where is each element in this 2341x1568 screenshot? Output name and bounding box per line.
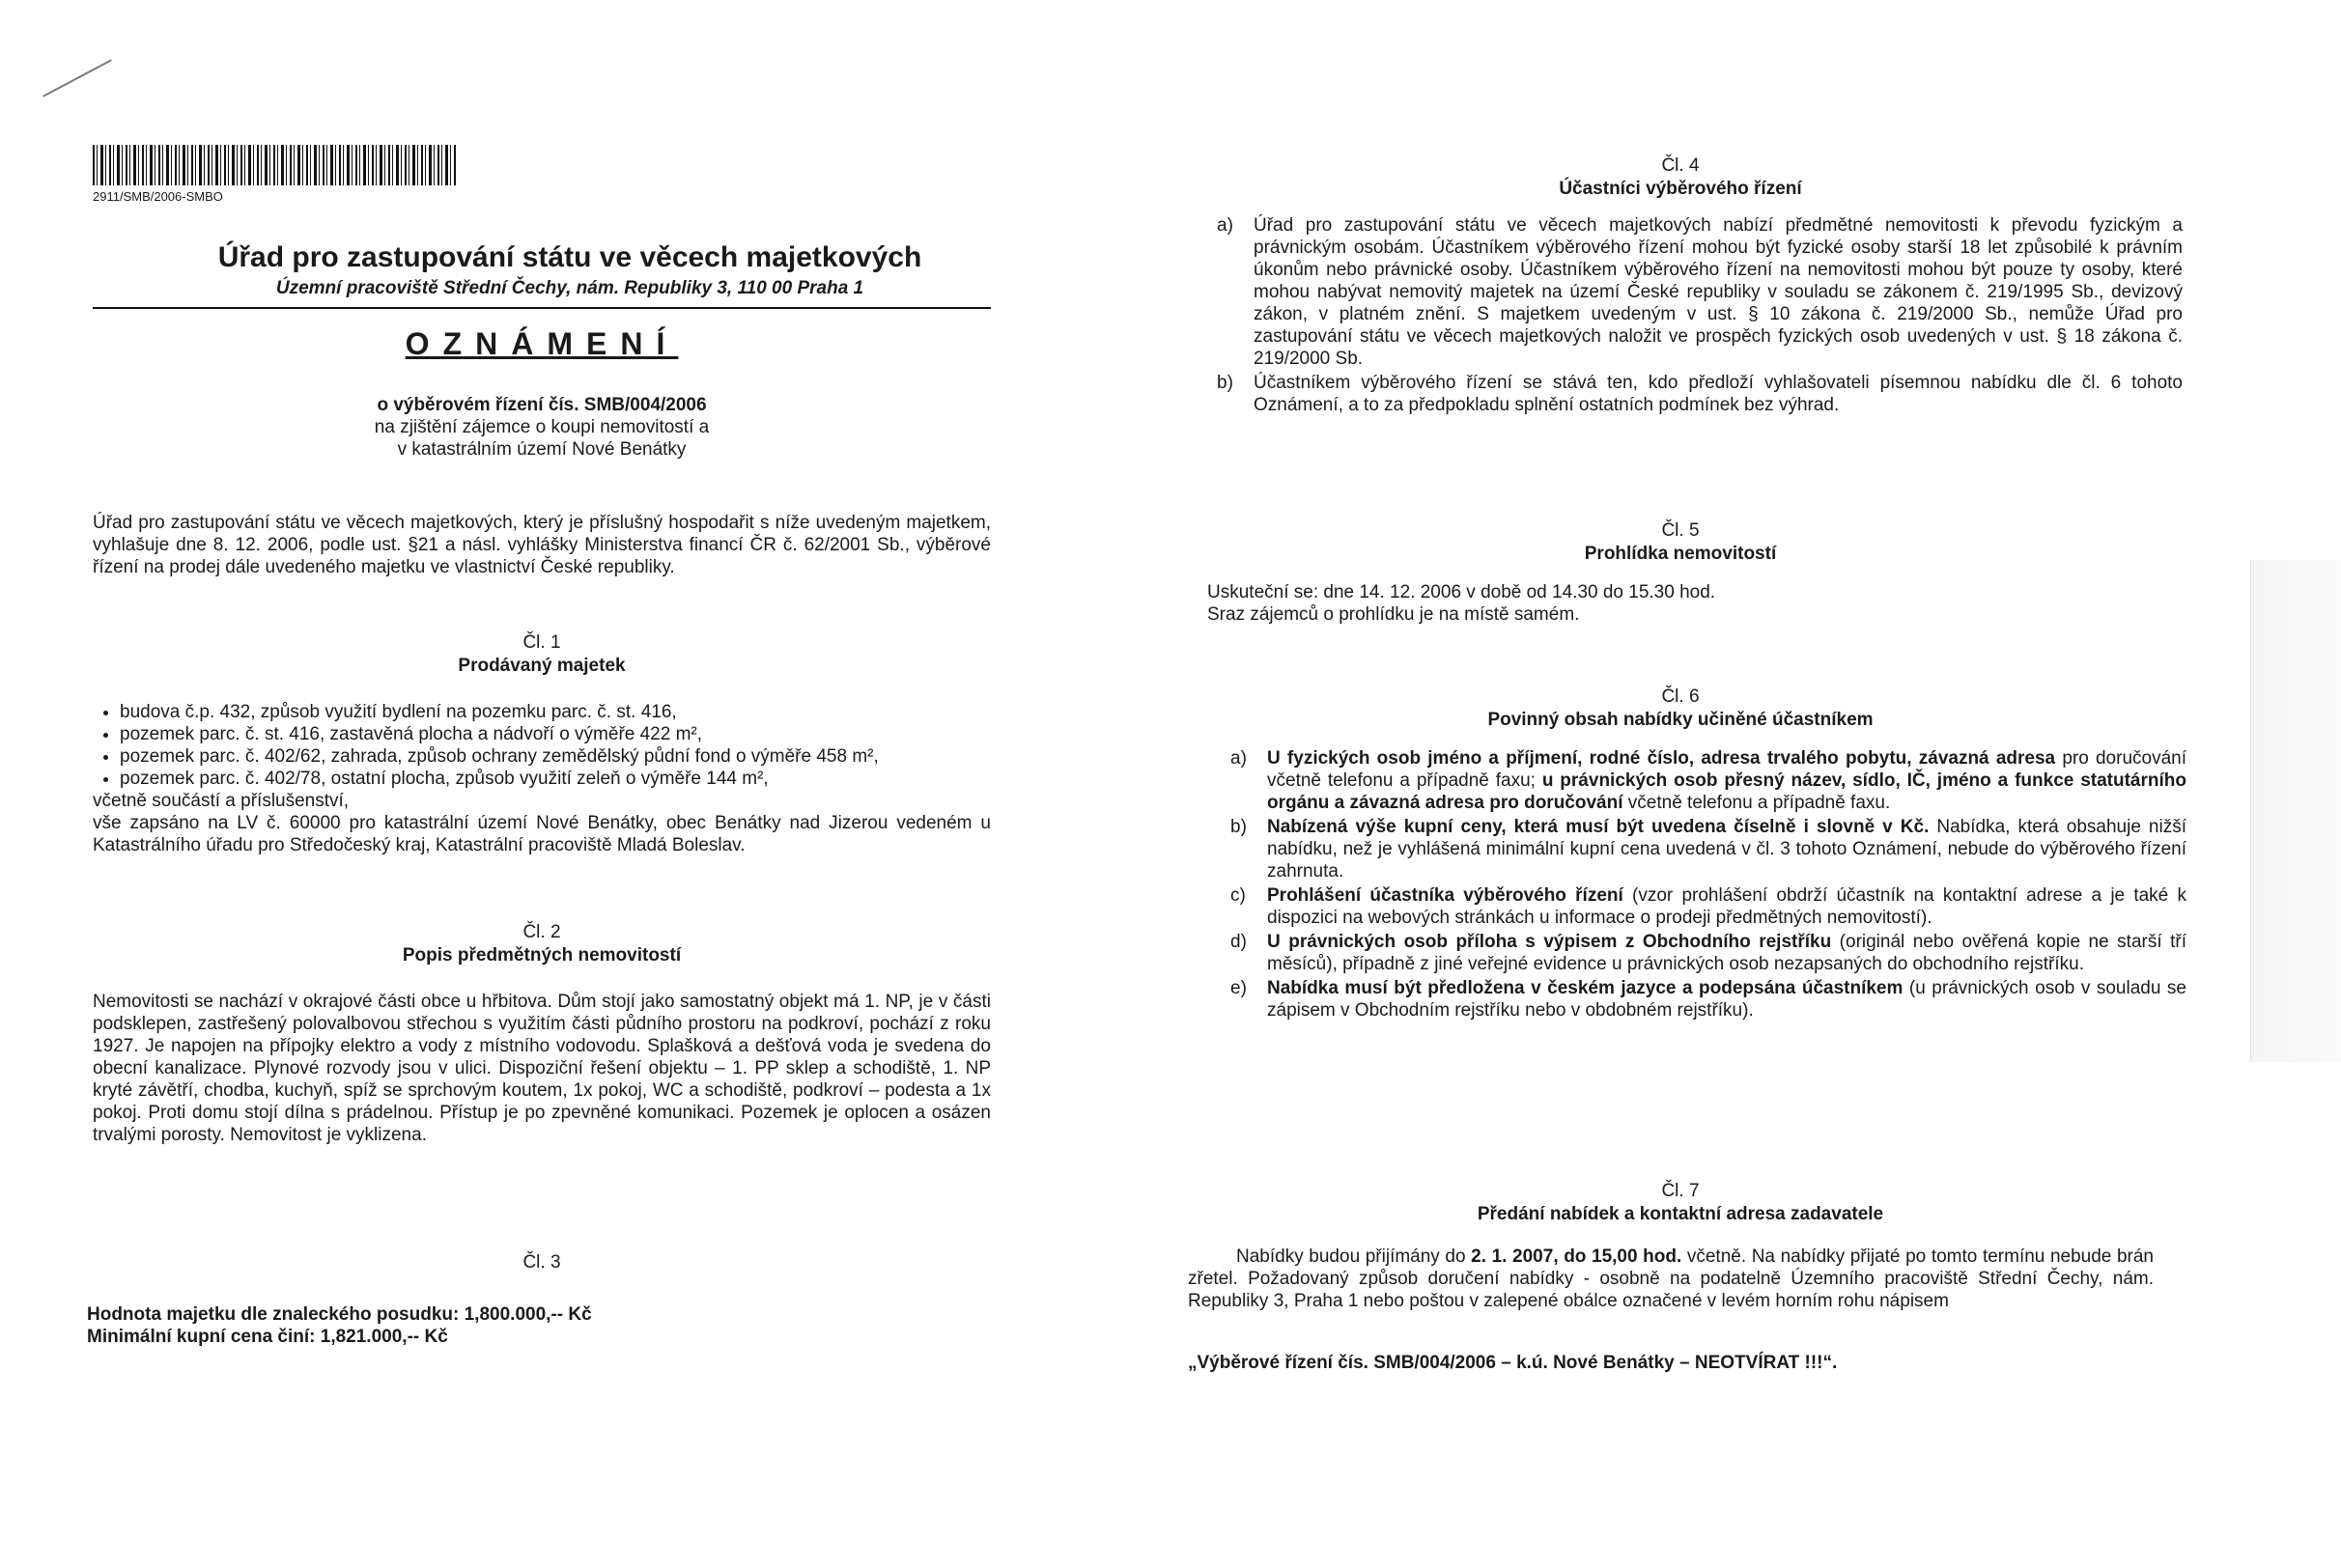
cl1-header (93, 631, 991, 678)
cl6-header (1207, 686, 2154, 732)
list-item: • pozemek parc. č. st. 416, zastavěná plocha a nádvoří o výměře 422 m², (120, 723, 991, 745)
barcode (93, 145, 456, 185)
item-label: a) (1230, 748, 1247, 769)
scan-edge (2250, 560, 2341, 1062)
plain-text: (vzor prohlášení obdrží účastník na kontaktní adrese a je také k dispozici na webových stránkách u informace o prodeji předmětných nemovitostí). (1267, 885, 2186, 928)
cl2-description: Nemovitosti se nachází v okrajové části obce u hřbitova. Dům stojí jako samostatný objekt má 1. NP, je v části podsklepen, zastřešený polovalbovou střechou s využitím části půdního prostoru na podkroví, pochází z roku 1927. Je napojen na přípojky elektro a vody z místního vodovodu. Splašková a dešťová voda je svedena do obecní kanalizace. Plynové rozvody jsou v ulici. Dispoziční řešení objektu – 1. PP sklep a schodiště, 1. NP kryté závětří, chodba, kuchyň, spíž se sprchovým koutem, 1x pokoj, WC a schodiště, podkroví – podesta a 1x pokoj. Proti domu stojí dílna s prádelnou. Přístup je po zpevněné komunikaci. Pozemek je oplocen a osázen trvalými porosty. Nemovitost je vyklizena. (93, 992, 991, 1145)
right-page (1149, 0, 2341, 1568)
appraised-value: Hodnota majetku dle znaleckého posudku: 1,800.000,-- Kč (87, 1304, 592, 1325)
item-label: b) (1230, 817, 1247, 837)
meeting-point: Sraz zájemců o prohlídku je na místě samém. (1207, 604, 1580, 625)
cl3-number: Čl. 3 (522, 1252, 561, 1273)
cl6-title: Povinný obsah nabídky učiněné účastníkem (1487, 710, 1874, 730)
tender-number: o výběrovém řízení čís. SMB/004/2006 (377, 395, 707, 415)
notice-heading: OZNÁMENÍ (405, 326, 679, 361)
plain-text: (u právnických osob v souladu se zápisem v Obchodním rejstříku nebo v obdobném rejstříku). (1267, 978, 2186, 1021)
item-label: a) (1217, 215, 1233, 236)
purpose-line: na zjištění zájemce o koupi nemovitostí a (374, 417, 710, 437)
bold-text: U fyzických osob jméno a příjmení, rodné číslo, adresa trvalého pobytu, závazná adresa (1267, 748, 2056, 769)
list-item (1230, 977, 2186, 1022)
cadastral-line: v katastrálním území Nové Benátky (397, 439, 687, 460)
intro-paragraph: Úřad pro zastupování státu ve věcech majetkových, který je příslušný hospodařit s níže uvedeným majetkem, vyhlašuje dne 8. 12. 2006, podle ust. §21 a násl. vyhlášky Ministerstva financí ČR č. 62/2001 Sb., výběrové řízení na prodej dále uvedeného majetku ve vlastnictví České republiky. (93, 513, 991, 577)
scan-mark (42, 59, 112, 97)
inspection-date: Uskuteční se: dne 14. 12. 2006 v době od 14.30 do 15.30 hod. (1207, 582, 1716, 602)
item-text (1267, 884, 2186, 929)
cl1-title: Prodávaný majetek (458, 656, 626, 676)
cl4-header (1207, 154, 2154, 201)
deadline: 2. 1. 2007, do 15,00 hod. (1471, 1246, 1682, 1267)
cl5-body (1207, 581, 2154, 626)
item-text (1267, 816, 2186, 882)
cl6-number: Čl. 6 (1661, 686, 1700, 707)
envelope-label: „Výběrové řízení čís. SMB/004/2006 – k.ú. Nové Benátky – NEOTVÍRAT !!!“. (1188, 1353, 1838, 1373)
cl2-title: Popis předmětných nemovitostí (402, 945, 682, 966)
cl1-number: Čl. 1 (522, 632, 561, 653)
cl4-list (1217, 214, 2183, 418)
cl2-number: Čl. 2 (522, 922, 561, 942)
list-item (1230, 747, 2186, 814)
plain-text: včetně telefonu a případně faxu. (1622, 793, 1891, 813)
cl3-header (93, 1251, 991, 1274)
item-label: e) (1230, 978, 1247, 998)
list-item: • pozemek parc. č. 402/78, ostatní plocha, způsob využití zeleň o výměře 144 m², (120, 768, 991, 790)
cl1-accessories: včetně součástí a příslušenství, (93, 791, 350, 811)
list-item: • pozemek parc. č. 402/62, zahrada, způsob ochrany zemědělský půdní fond o výměře 458 m², (120, 745, 991, 768)
item-text (1267, 931, 2186, 975)
item-text (1267, 977, 2186, 1022)
cl3-values (87, 1303, 985, 1348)
office-subtitle: Územní pracoviště Střední Čechy, nám. Republiky 3, 110 00 Praha 1 (275, 278, 864, 298)
bold-text: Nabídka musí být předložena v českém jazyce a podepsána účastníkem (1267, 978, 1904, 998)
cl4-title: Účastníci výběrového řízení (1559, 179, 1802, 199)
bold-text: Nabízená výše kupní ceny, která musí být uvedena číselně i slovně v Kč. (1267, 817, 1930, 837)
list-item: • budova č.p. 432, způsob využití bydlení na pozemku parc. č. st. 416, (120, 701, 991, 723)
plain-text: včetně. Na nabídky přijaté po tomto termínu nebude brán zřetel. Požadovaný způsob doručení nabídky - osobně na podatelně Územního pracoviště Střední Čechy, nám. Republiky 3, Praha 1 nebo poštou v zalepené obálce označené v levém horním rohu nápisem (1188, 1246, 2154, 1311)
plain-text: pro doručování včetně telefonu a případně faxu; (1267, 748, 2186, 791)
list-item (1217, 372, 2183, 416)
item-label: d) (1230, 932, 1247, 952)
list-item (1230, 816, 2186, 882)
property-list (93, 701, 991, 790)
cl7-title: Předání nabídek a kontaktní adresa zadavatele (1477, 1204, 1884, 1224)
bold-text: U právnických osob příloha s výpisem z Obchodního rejstříku (1267, 932, 1832, 952)
office-header (145, 241, 995, 299)
cl2-header (93, 921, 991, 967)
bold-text: u právnických osob přesný název, sídlo, IČ, jméno a funkce statutárního orgánu a závazná adresa pro doručování (1267, 770, 2186, 813)
bold-text: Prohlášení účastníka výběrového řízení (1267, 885, 1623, 906)
cl5-title: Prohlídka nemovitostí (1584, 544, 1777, 564)
cl1-body (93, 701, 991, 856)
cl5-header (1207, 519, 2154, 566)
plain-text: (originál nebo ověřená kopie ne starší tří měsíců), případně z jiné veřejné evidence u právnických osob nezapsaných do obchodního rejstříku. (1267, 932, 2186, 974)
office-title: Úřad pro zastupování státu ve věcech majetkových (217, 241, 922, 273)
list-item (1217, 214, 2183, 370)
list-item (1230, 931, 2186, 975)
barcode-id: 2911/SMB/2006-SMBO (93, 189, 223, 204)
cl5-number: Čl. 5 (1661, 520, 1700, 541)
item-text (1267, 747, 2186, 814)
cl4-number: Čl. 4 (1661, 155, 1700, 176)
list-item (1230, 884, 2186, 929)
item-text: Úřad pro zastupování státu ve věcech majetkových nabízí předmětné nemovitosti k převodu fyzickým a právnickým osobám. Účastníkem výběrového řízení mohou být fyzické osoby starší 18 let způsobilé k právním úkonům nebo právnické osoby. Účastníkem výběrového řízení na nemovitosti mohou být pouze ty osoby, které mohou nabývat nemovitý majetek na území České republiky v souladu se zákonem č. 219/1995 Sb., devizový zákon, v platném znění. S majetkem uvedeným v ust. § 10 zákona č. 219/2000 Sb., nemůže Úřad pro zastupování státu ve věcech majetkových naložit ve prospěch fyzických osob uvedených v ust. § 18 zákona č. 219/2000 Sb. (1254, 215, 2183, 369)
minimum-price: Minimální kupní cena činí: 1,821.000,-- Kč (87, 1327, 448, 1347)
notice-subtitle (93, 394, 991, 461)
header-rule (93, 307, 991, 309)
plain-text: Nabídka, která obsahuje nižší nabídku, než je vyhlášená minimální kupní cena uvedená v čl. 3 tohoto Oznámení, nebude do výběrového řízení zahrnuta. (1267, 817, 2186, 882)
cl7-header (1207, 1180, 2154, 1226)
cl1-registry: vše zapsáno na LV č. 60000 pro katastrální území Nové Benátky, obec Benátky nad Jizerou vedeném u Katastrálního úřadu pro Středočeský kraj, Katastrální pracoviště Mladá Boleslav. (93, 813, 991, 855)
cl6-list (1230, 747, 2186, 1023)
item-label: b) (1217, 373, 1233, 393)
cl7-body (1188, 1246, 2154, 1312)
plain-text: Nabídky budou přijímány do (1236, 1246, 1472, 1267)
item-text: Účastníkem výběrového řízení se stává ten, kdo předloží vyhlašovateli písemnou nabídku dle čl. 6 tohoto Oznámení, a to za předpokladu splnění ostatních podmínek bez výhrad. (1254, 373, 2183, 415)
left-page (0, 0, 1140, 1568)
cl7-number: Čl. 7 (1661, 1181, 1700, 1201)
item-label: c) (1230, 885, 1246, 906)
